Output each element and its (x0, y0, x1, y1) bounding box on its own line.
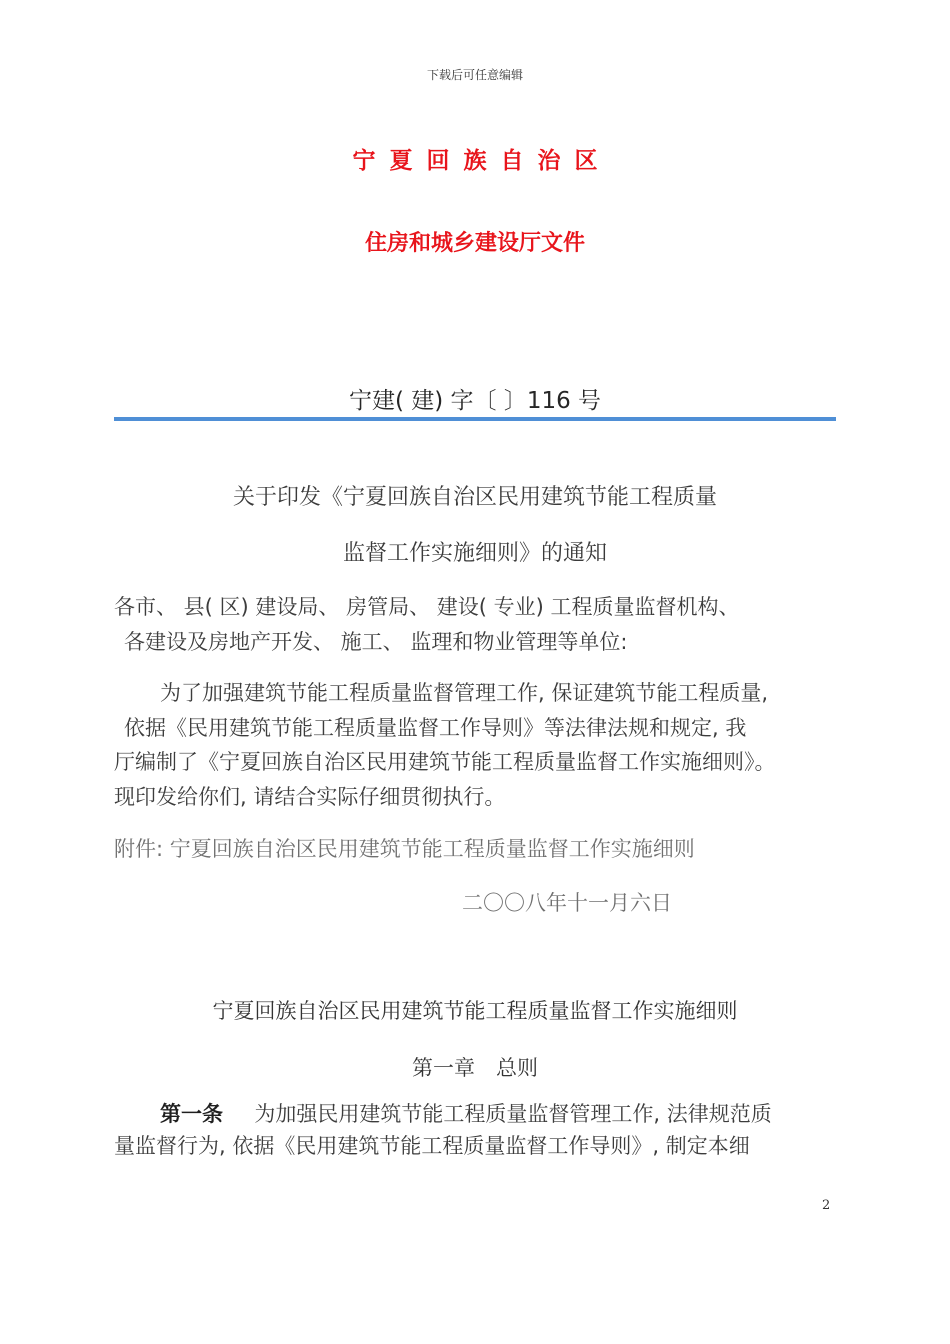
attachment-line: 附件: 宁夏回族自治区民用建筑节能工程质量监督工作实施细则 (114, 837, 695, 861)
header-note: 下载后可任意编辑 (426, 68, 523, 82)
section-title: 宁夏回族自治区民用建筑节能工程质量监督工作实施细则 (212, 999, 738, 1023)
blue-divider (114, 417, 836, 421)
notice-title-line1: 关于印发《宁夏回族自治区民用建筑节能工程质量 (232, 485, 717, 510)
body-line: 厅编制了《宁夏回族自治区民用建筑节能工程质量监督工作实施细则》。 (114, 750, 776, 774)
article-text: 为加强民用建筑节能工程质量监督管理工作, 法律规范质 (254, 1102, 772, 1126)
addressee-line2: 各建设及房地产开发、 施工、 监理和物业管理等单位: (124, 630, 628, 654)
chapter-title: 第一章 总则 (412, 1056, 538, 1080)
addressee-line1: 各市、 县( 区) 建设局、 房管局、 建设( 专业) 工程质量监督机构、 (114, 595, 740, 619)
body-line: 现印发给你们, 请结合实际仔细贯彻执行。 (114, 785, 506, 809)
page-number: 2 (822, 1198, 831, 1213)
issue-date: 二〇〇八年十一月六日 (462, 891, 672, 915)
issuing-authority-line1: 宁夏回族自治区 (352, 148, 612, 174)
body-line: 依据《民用建筑节能工程质量监督工作导则》等法律法规和规定, 我 (124, 716, 747, 740)
notice-title-line2: 监督工作实施细则》的通知 (342, 541, 607, 566)
article-first-line (160, 1098, 772, 1128)
article-second-line: 量监督行为, 依据《民用建筑节能工程质量监督工作导则》, 制定本细 (114, 1134, 750, 1158)
issuing-authority-line2: 住房和城乡建设厅文件 (364, 231, 585, 256)
document-number: 宁建( 建) 字〔 〕116 号 (348, 388, 602, 414)
article-label: 第一条 (160, 1102, 223, 1126)
body-line: 为了加强建筑节能工程质量监督管理工作, 保证建筑节能工程质量, (160, 681, 769, 705)
